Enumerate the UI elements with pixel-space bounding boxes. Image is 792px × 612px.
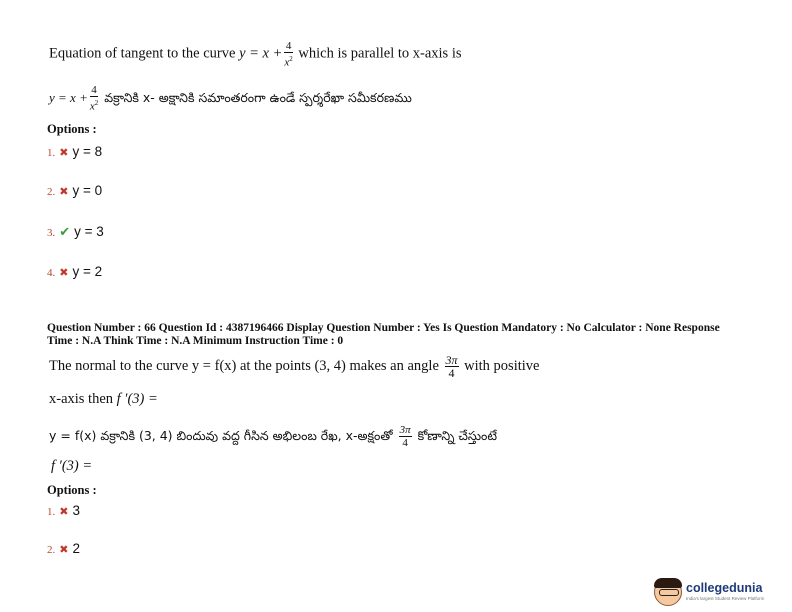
option-number: 2. [47, 544, 56, 556]
option-number: 2. [47, 186, 56, 198]
cross-icon: ✖ [59, 146, 69, 159]
logo-wordmark: collegedunia [686, 581, 763, 595]
option-number: 4. [47, 267, 56, 279]
option-value: 3 [72, 503, 80, 518]
q1-english-prefix: Equation of tangent to the curve [49, 45, 236, 62]
option-number: 1. [47, 506, 56, 518]
mascot-glasses-icon [659, 589, 679, 596]
q1-option-4[interactable] [47, 263, 102, 281]
q1-te-curve-lhs: y = x + [49, 90, 88, 105]
option-value: y = 8 [72, 144, 103, 159]
q2-options-label: Options : [47, 483, 97, 497]
question-meta-line-2: Time : N.A Think Time : N.A Minimum Instruction Time : 0 [47, 335, 344, 347]
cross-icon: ✖ [59, 543, 69, 556]
option-number: 1. [47, 147, 56, 159]
q2-angle-fraction: $\frac{3\pi}{4}$ [445, 353, 458, 380]
check-icon: ✔ [59, 225, 71, 240]
q1-option-2[interactable] [47, 182, 102, 200]
q1-english-line [49, 40, 462, 69]
q2-english-line-1 [49, 354, 539, 379]
cross-icon: ✖ [59, 185, 69, 198]
q2-english-line2-text: x-axis then [49, 391, 114, 407]
q1-option-1[interactable] [47, 143, 102, 161]
q2-telugu-suffix: కోణాన్ని చేస్తుంటే [417, 428, 498, 444]
q1-option-3[interactable] [47, 223, 104, 241]
q2-fprime: f ′(3) = [116, 391, 158, 407]
q1-english-suffix: which is parallel to x-axis is [298, 45, 462, 62]
q1-frac-den: $x^2$ [284, 55, 293, 69]
q1-fraction [284, 40, 292, 69]
logo-tagline: India's largest Student Review Platform [686, 596, 765, 601]
cross-icon: ✖ [59, 266, 69, 279]
option-value: 2 [72, 541, 80, 556]
option-value: y = 0 [72, 183, 103, 198]
q2-telugu-line [49, 424, 497, 449]
q1-frac-num: 4 [285, 40, 292, 52]
option-number: 3. [47, 227, 56, 239]
option-value: y = 3 [74, 224, 104, 239]
option-value: y = 2 [72, 264, 103, 279]
q1-telugu-text: వక్రానికి x- అక్షానికి సమాంతరంగా ఉండే స్పర్శరేఖా సమీకరణము [104, 90, 412, 105]
mascot-hair [654, 578, 682, 588]
q1-curve-lhs: y = x + [239, 45, 283, 62]
q2-option-2[interactable] [47, 540, 80, 558]
q2-te-angle-fraction: $\frac{3\pi}{4}$ [399, 424, 411, 449]
q1-te-fraction: $\frac{4}{x^2}$ [89, 84, 99, 113]
q2-telugu-prefix: y = f(x) వక్రానికి (3, 4) బిందువు వద్ద గీసిన అభిలంబ రేఖ, x-అక్షంతో [49, 428, 393, 444]
q2-english-prefix: The normal to the curve y = f(x) at the points (3, 4) makes an angle [49, 357, 439, 374]
q2-te-fprime: f ′(3) = [51, 458, 93, 474]
q2-english-line-2 [49, 391, 158, 408]
question-meta-line-1: Question Number : 66 Question Id : 4387196466 Display Question Number : Yes Is Question Mandatory : No Calculator : None Response [47, 322, 720, 334]
q2-option-1[interactable] [47, 502, 80, 520]
cross-icon: ✖ [59, 505, 69, 518]
q1-options-label: Options : [47, 122, 97, 136]
q2-english-suffix: with positive [464, 357, 540, 374]
collegedunia-logo [654, 578, 784, 606]
q1-telugu-line [49, 84, 412, 113]
